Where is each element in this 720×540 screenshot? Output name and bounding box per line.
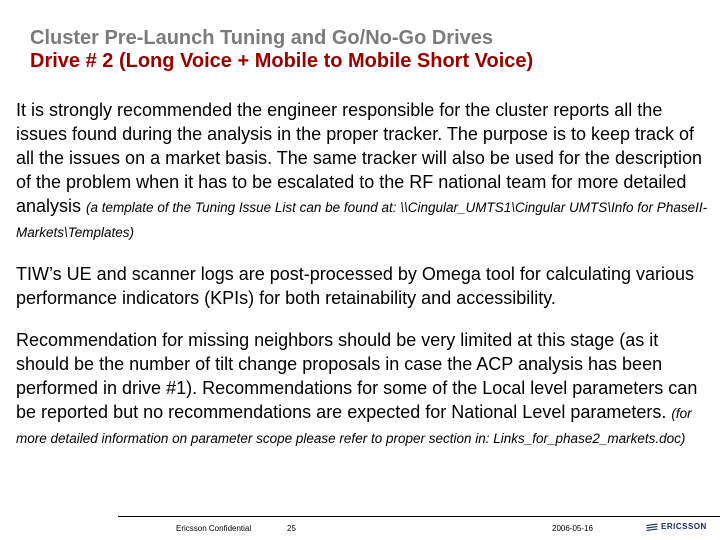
ericsson-logo-text: ERICSSON [661,522,707,531]
paragraph-recommendation-note: (for more detailed information on parameter scope please refer to proper section in: Links_for_phase2_markets.doc) [16,406,692,446]
slide-body [16,98,710,468]
paragraph-tracker-note: (a template of the Tuning Issue List can be found at: \\Cingular_UMTS1\Cingular UMTS\Info for PhaseII-Markets\Templates) [16,200,708,240]
paragraph-tracker [16,98,710,244]
slide-title [30,27,700,73]
ericsson-mark-icon [645,523,659,531]
paragraph-kpi [16,262,710,310]
title-line-2: Drive # 2 (Long Voice + Mobile to Mobile Short Voice) [30,50,534,72]
footer-confidential: Ericsson Confidential [176,524,252,533]
paragraph-kpi-text: TIW’s UE and scanner logs are post-processed by Omega tool for calculating various performance indicators (KPIs) for both retainability and accessibility. [16,264,694,308]
footer-page-number: 25 [287,524,296,533]
paragraph-recommendation-text: Recommendation for missing neighbors should be very limited at this stage (as it should be the number of tilt change proposals in case the ACP analysis has been performed in drive #1). Recommendations for some of the Local level parameters can be reported but no recommendations are expected for National Level parameters. [16,330,698,422]
footer-date: 2006-05-16 [552,524,593,533]
slide-footer [0,516,720,540]
ericsson-logo [645,522,707,532]
paragraph-tracker-text: It is strongly recommended the engineer responsible for the cluster reports all the issues found during the analysis in the proper tracker. The purpose is to keep track of all the issues on a market basis. The same tracker will also be used for the description of the problem when it has to be escalated to the RF national team for more detailed analysis [16,100,702,216]
footer-divider [118,516,720,517]
title-line-1: Cluster Pre-Launch Tuning and Go/No-Go Drives [30,27,493,49]
paragraph-recommendation [16,328,710,450]
